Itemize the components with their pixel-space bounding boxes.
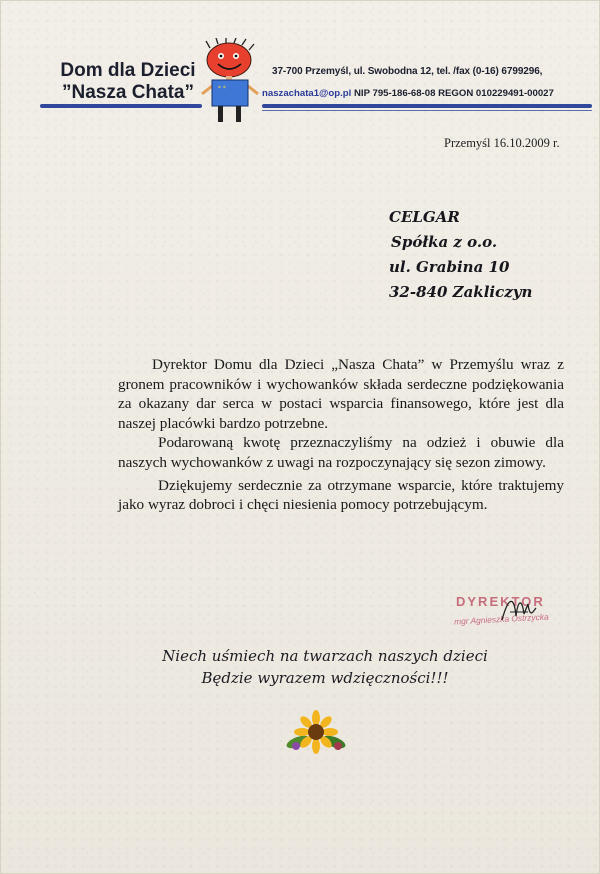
closing-line-1: Niech uśmiech na twarzach naszych dzieci xyxy=(162,647,488,665)
registry-numbers: NIP 795-186-68-08 REGON 010229491-00027 xyxy=(354,88,554,99)
organization-name-line2: ”Nasza Chata” xyxy=(62,82,194,103)
contact-line xyxy=(262,88,554,99)
closing-message xyxy=(130,645,520,689)
stamp-title: DYREKTOR xyxy=(456,594,545,609)
body-paragraph-3: Dziękujemy serdecznie za otrzymane wsparcie, które traktujemy jako wyraz dobroci i chęci niesienia pomocy potrzebującym. xyxy=(118,476,564,514)
letter-date: Przemyśl 16.10.2009 r. xyxy=(444,136,560,150)
recipient-company-type: Spółka z o.o. xyxy=(391,233,498,251)
organization-name xyxy=(48,60,208,104)
header-rule-thin xyxy=(262,110,592,111)
letter-body xyxy=(118,355,564,515)
smiling-child-drawing-icon xyxy=(196,38,266,126)
organization-name-line1: Dom dla Dzieci xyxy=(60,60,196,81)
recipient-street: ul. Grabina 10 xyxy=(389,258,510,276)
recipient-city: 32-840 Zakliczyn xyxy=(389,283,533,301)
header-rule-left xyxy=(40,104,202,108)
svg-text:* *: * * xyxy=(218,85,226,92)
address-line: 37-700 Przemyśl, ul. Swobodna 12, tel. /fax (0-16) 6799296, xyxy=(272,66,543,77)
email-address: naszachata1@op.pl xyxy=(262,88,352,99)
body-paragraph-1: Dyrektor Domu dla Dzieci „Nasza Chata” w Przemyślu wraz z gronem pracowników i wychowanków składa serdeczne podziękowania za okazany dar serca w postaci wsparcia finansowego, które jest dla naszej placówki bardzo potrzebne. xyxy=(118,356,564,432)
closing-line-2: Będzie wyrazem wdzięczności!!! xyxy=(201,669,449,687)
handwritten-signature-icon xyxy=(498,590,538,630)
recipient-name: CELGAR xyxy=(389,208,460,226)
sunflower-icon xyxy=(284,708,348,756)
header-rule-right xyxy=(262,104,592,108)
stamp-name: mgr Agnieszka Ostrzycka xyxy=(453,611,549,627)
body-paragraph-2: Podarowaną kwotę przeznaczyliśmy na odzież i obuwie dla naszych wychowanków z uwagi na rozpoczynający się sezon zimowy. xyxy=(118,434,564,471)
recipient-address xyxy=(389,205,532,305)
